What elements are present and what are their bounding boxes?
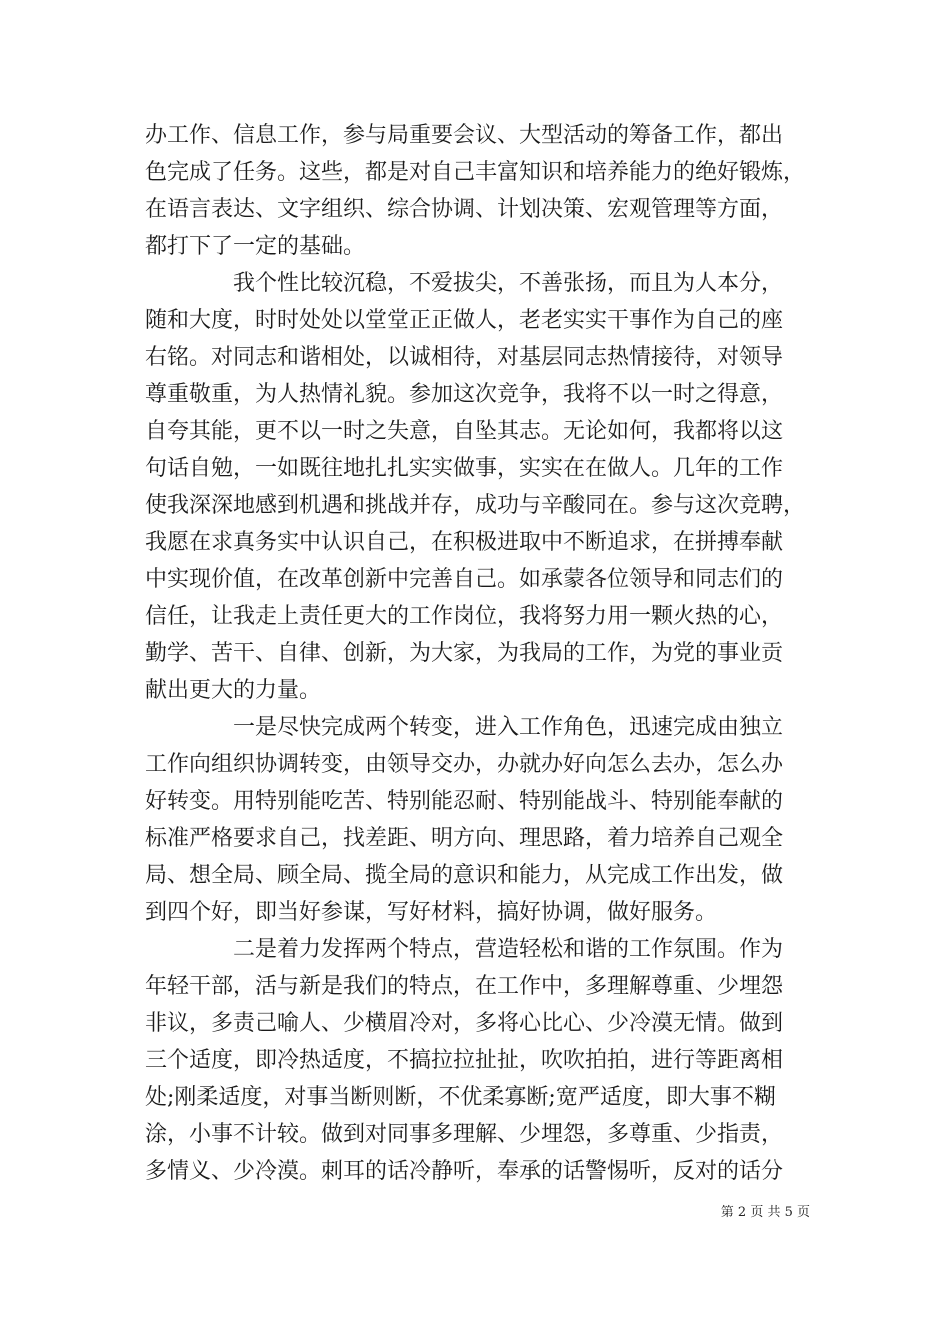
text-line: 二是着力发挥两个特点，营造轻松和谐的工作氛围。作为 xyxy=(233,937,784,962)
text-line: 工作向组织协调转变，由领导交办，办就办好向怎么去办，怎么办 xyxy=(145,752,784,777)
text-line: 色完成了任务。这些，都是对自己丰富知识和培养能力的绝好锻炼， xyxy=(145,160,806,185)
text-line: 我愿在求真务实中认识自己，在积极进取中不断追求，在拼搏奉献 xyxy=(145,530,784,555)
page-number: 第 2 页 共 5 页 xyxy=(720,1205,810,1220)
text-line: 非议，多责己喻人、少横眉冷对，多将心比心、少冷漠无情。做到 xyxy=(145,1011,784,1036)
text-line: 年轻干部，活与新是我们的特点，在工作中，多理解尊重、少埋怨 xyxy=(145,974,784,999)
paragraph xyxy=(145,709,817,931)
text-line: 到四个好，即当好参谋，写好材料，搞好协调，做好服务。 xyxy=(145,900,718,925)
paragraph xyxy=(145,117,817,265)
paragraph xyxy=(145,265,817,709)
body-text xyxy=(145,117,817,1190)
text-line: 勤学、苦干、自律、创新，为大家，为我局的工作，为党的事业贡 xyxy=(145,641,784,666)
text-line: 尊重敬重，为人热情礼貌。参加这次竞争，我将不以一时之得意， xyxy=(145,382,784,407)
text-line: 一是尽快完成两个转变，进入工作角色，迅速完成由独立 xyxy=(233,715,784,740)
text-line: 右铭。对同志和谐相处，以诚相待，对基层同志热情接待，对领导 xyxy=(145,345,784,370)
text-line: 都打下了一定的基础。 xyxy=(145,234,366,259)
text-line: 中实现价值，在改革创新中完善自己。如承蒙各位领导和同志们的 xyxy=(145,567,784,592)
text-line: 处;刚柔适度，对事当断则断，不优柔寡断;宽严适度，即大事不糊 xyxy=(145,1085,776,1110)
paragraph xyxy=(145,931,817,1190)
text-line: 标准严格要求自己，找差距、明方向、理思路，着力培养自己观全 xyxy=(145,826,784,851)
text-line: 使我深深地感到机遇和挑战并存，成功与辛酸同在。参与这次竞聘， xyxy=(145,493,806,518)
text-line: 办工作、信息工作，参与局重要会议、大型活动的筹备工作，都出 xyxy=(145,123,784,148)
text-line: 多情义、少冷漠。刺耳的话冷静听，奉承的话警惕听，反对的话分 xyxy=(145,1159,784,1184)
text-line: 献出更大的力量。 xyxy=(145,678,322,703)
text-line: 句话自勉，一如既往地扎扎实实做事，实实在在做人。几年的工作 xyxy=(145,456,784,481)
text-line: 在语言表达、文字组织、综合协调、计划决策、宏观管理等方面， xyxy=(145,197,784,222)
text-line: 涂，小事不计较。做到对同事多理解、少埋怨，多尊重、少指责， xyxy=(145,1122,784,1147)
text-line: 三个适度，即冷热适度，不搞拉拉扯扯，吹吹拍拍，进行等距离相 xyxy=(145,1048,784,1073)
text-line: 局、想全局、顾全局、揽全局的意识和能力，从完成工作出发，做 xyxy=(145,863,784,888)
text-line: 随和大度，时时处处以堂堂正正做人，老老实实干事作为自己的座 xyxy=(145,308,784,333)
text-line: 好转变。用特别能吃苦、特别能忍耐、特别能战斗、特别能奉献的 xyxy=(145,789,784,814)
text-line: 信任，让我走上责任更大的工作岗位，我将努力用一颗火热的心， xyxy=(145,604,784,629)
text-line: 我个性比较沉稳，不爱拔尖，不善张扬，而且为人本分， xyxy=(233,271,784,296)
text-line: 自夸其能，更不以一时之失意，自坠其志。无论如何，我都将以这 xyxy=(145,419,784,444)
